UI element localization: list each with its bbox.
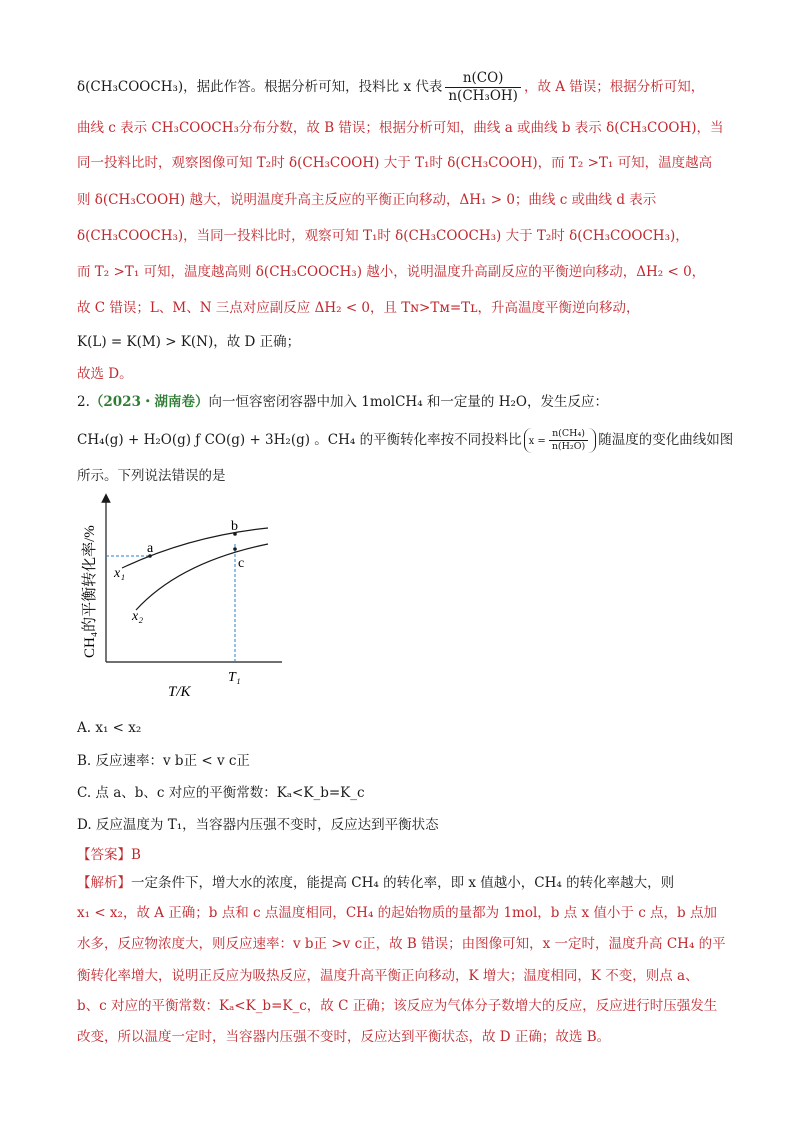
- prev-line-6: 而 T₂ >T₁ 可知，温度越高则 δ(CH₃COOCH₃) 越小，说明温度升高副反应的平衡逆向移动，ΔH₂ < 0，: [77, 264, 706, 280]
- prev-line-5: δ(CH₃COOCH₃)，当同一投料比时，观察可知 T₁时 δ(CH₃COOCH₃) 大于 T₂时 δ(CH₃COOCH₃)，: [77, 228, 689, 244]
- fraction-denominator: n(H₂O): [551, 441, 586, 452]
- option-b: B. 反应速率：v b正 < v c正: [77, 753, 250, 769]
- answer-line: [77, 845, 141, 865]
- analysis-text: 一定条件下，增大水的浓度，能提高 CH₄ 的转化率，即 x 值越小，CH₄ 的转化率越大，则: [131, 875, 675, 891]
- label-a: a: [147, 541, 154, 556]
- prev-line-7: 故 C 错误；L、M、N 三点对应副反应 ΔH₂ < 0，且 Tɴ>Tᴍ=Tʟ，升高温度平衡逆向移动，: [77, 300, 640, 316]
- prev-line-1: [77, 70, 704, 105]
- reaction-equation: CH₄(g) + H₂O(g) ƒ CO(g) + 3H₂(g) 。CH₄ 的平衡转化率按不同投料比: [77, 432, 522, 448]
- prev-line-9: 故选 D。: [77, 366, 133, 382]
- question-source: （2023・湖南卷）: [89, 394, 209, 410]
- prev-line-8: K(L) = K(M) > K(N)，故 D 正确；: [77, 334, 301, 350]
- conversion-temperature-chart: [70, 490, 290, 710]
- question-line-3: 所示。下列说法错误的是: [77, 468, 226, 484]
- label-c: c: [238, 556, 245, 571]
- question-stem: 向一恒容密闭容器中加入 1molCH₄ 和一定量的 H₂O，发生反应：: [208, 394, 608, 410]
- feed-ratio-fraction: [445, 70, 521, 105]
- answer-value: B: [131, 847, 141, 863]
- answer-tag: 【答案】: [77, 847, 131, 863]
- question-number: 2.: [77, 394, 90, 410]
- analysis-line-1: [77, 873, 674, 893]
- feed-ratio-bracket: [524, 428, 597, 453]
- analysis-line-6: 改变，所以温度一定时，当容器内压强不变时，反应达到平衡状态，故 D 正确；故选 B。: [77, 1029, 611, 1045]
- x-axis-label: T/K: [168, 684, 191, 700]
- point-c: [233, 547, 237, 551]
- feed-ratio-fraction: [549, 428, 588, 453]
- fraction-numerator: n(CH₄): [549, 428, 588, 441]
- option-d: D. 反应温度为 T₁，当容器内压强不变时，反应达到平衡状态: [77, 817, 439, 833]
- question-stem: 随温度的变化曲线如图: [598, 432, 734, 448]
- prev-line-3: 同一投料比时，观察图像可知 T₂时 δ(CH₃COOH) 大于 T₁时 δ(CH₃COOH)，而 T₂ >T₁ 可知，温度越高: [77, 155, 713, 171]
- option-c: C. 点 a、b、c 对应的平衡常数：Kₐ<K_b=K_c: [77, 785, 365, 801]
- analysis-line-2: x₁ < x₂，故 A 正确；b 点和 c 点温度相同，CH₄ 的起始物质的量都为 1mol，b 点 x 值小于 c 点，b 点加: [77, 905, 717, 921]
- analysis-tag: 【解析】: [77, 875, 131, 891]
- question-line-2: [77, 428, 733, 453]
- analysis-line-4: 衡转化率增大，说明正反应为吸热反应，温度升高平衡正向移动，K 增大；温度相同，K 不变，则点 a、: [77, 968, 699, 984]
- prev-text: δ(CH₃COOCH₃)，据此作答。根据分析可知，投料比 x 代表: [77, 79, 443, 95]
- fraction-numerator: n(CO): [445, 70, 521, 88]
- feed-ratio-symbol: x =: [528, 436, 546, 447]
- y-axis-label: CH₄的平衡转化率/%: [82, 525, 98, 658]
- question-line-1: [77, 392, 608, 412]
- label-t1: T₁: [228, 670, 241, 685]
- option-a: A. x₁ < x₂: [77, 720, 142, 736]
- analysis-line-3: 水多，反应物浓度大，则反应速率：v b正 >v c正，故 B 错误；由图像可知，x 一定时，温度升高 CH₄ 的平: [77, 936, 726, 952]
- label-x2: x₂: [132, 609, 144, 624]
- label-b: b: [231, 519, 238, 534]
- prev-line-2: 曲线 c 表示 CH₃COOCH₃分布分数，故 B 错误；根据分析可知，曲线 a 或曲线 b 表示 δ(CH₃COOH)，当: [77, 120, 724, 136]
- prev-text: ，故 A 错误；根据分析可知，: [523, 79, 705, 95]
- label-x1: x₁: [114, 566, 126, 581]
- analysis-line-5: b、c 对应的平衡常数：Kₐ<K_b=K_c，故 C 正确；该反应为气体分子数增大的反应，反应进行时压强发生: [77, 998, 718, 1014]
- curve-x1: [122, 528, 268, 568]
- prev-line-4: 则 δ(CH₃COOH) 越大，说明温度升高主反应的平衡正向移动，ΔH₁ > 0；曲线 c 或曲线 d 表示: [77, 192, 657, 208]
- fraction-denominator: n(CH₃OH): [448, 88, 518, 104]
